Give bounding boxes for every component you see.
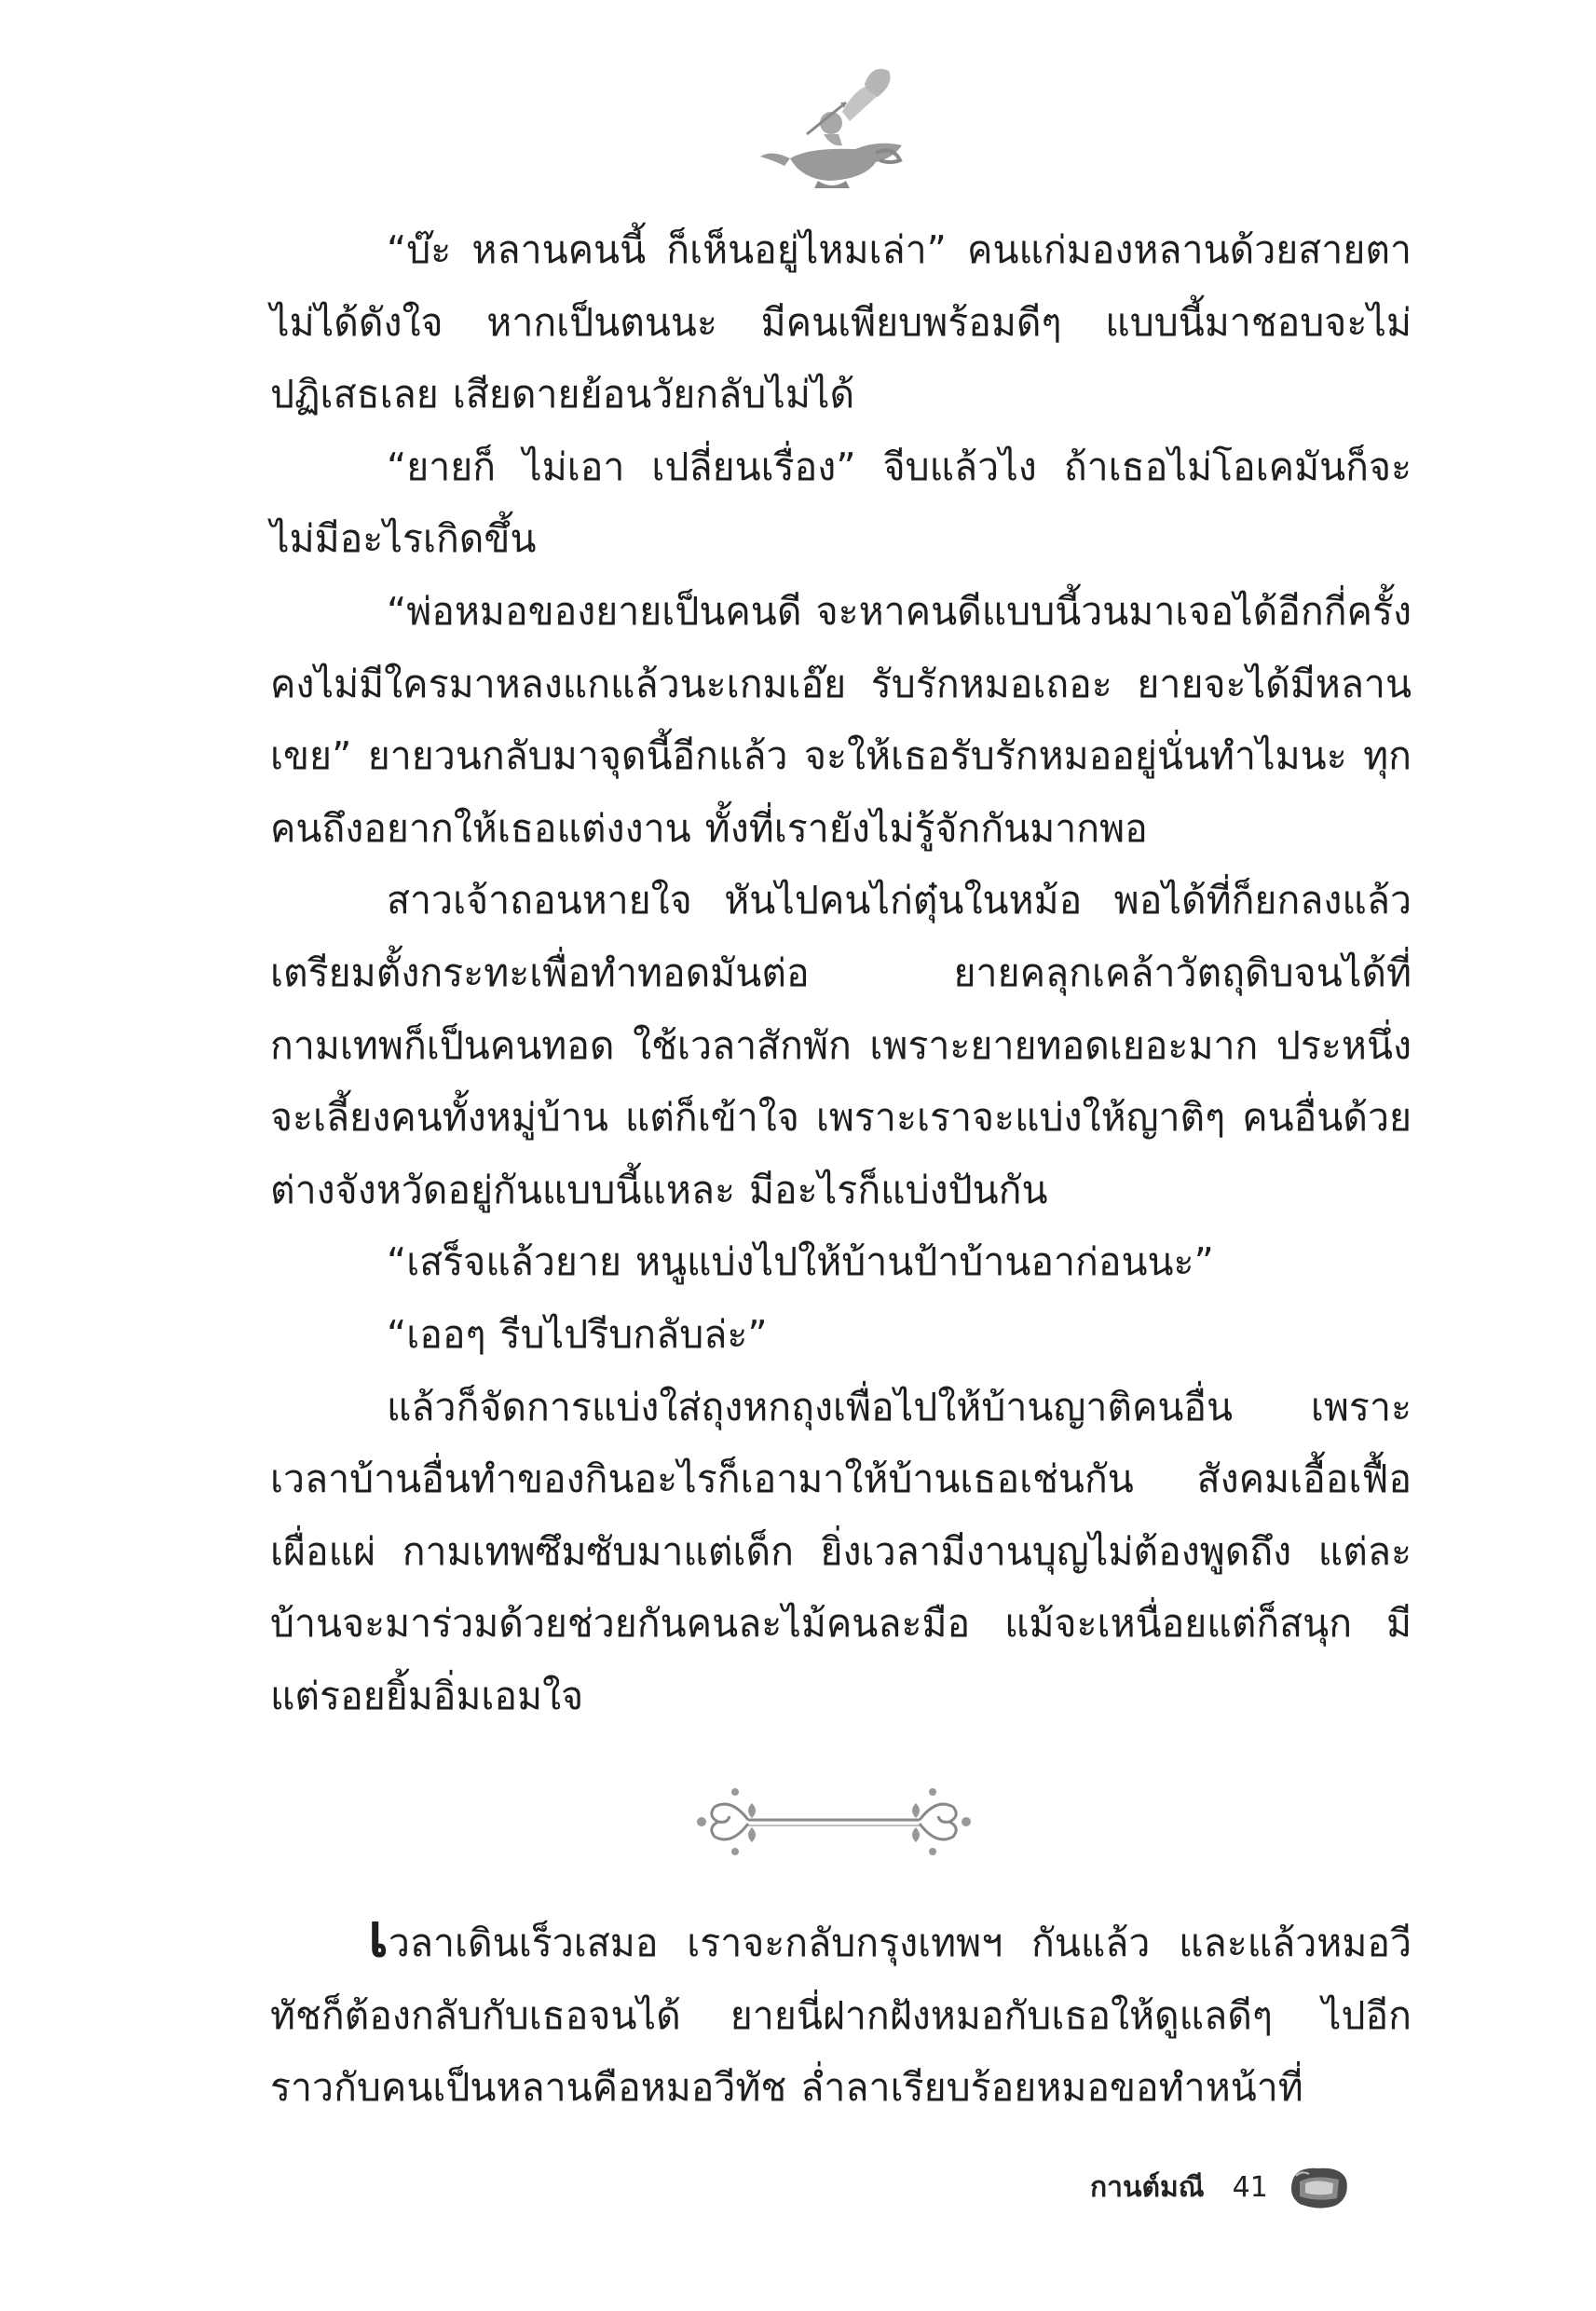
paragraph: สาวเจ้าถอนหายใจ หันไปคนไก่ตุ๋นในหม้อ พอได้ที่ก็ยกลงแล้ว เตรียมตั้งกระทะเพื่อทำทอดมันต่อ ยายคลุกเคล้าวัตถุดิบจนได้ที่ กามเทพก็เป็นคนทอด ใช้เวลาสักพัก เพราะยายทอดเยอะมาก ประหนึ่งจะเลี้ยงคนทั้งหมู่บ้าน แต่ก็เข้าใจ เพราะเราจะแบ่งให้ญาติๆ คนอื่นด้วย ต่างจังหวัดอยู่กันแบบนี้แหละ มีอะไรก็แบ่งปันกัน: [270, 878, 1412, 1212]
book-emblem-icon: [1287, 2163, 1352, 2211]
paragraph: “บ๊ะ หลานคนนี้ ก็เห็นอยู่ไหมเล่า” คนแก่มองหลานด้วยสายตาไม่ได้ดังใจ หากเป็นตนนะ มีคนเพียบพร้อมดีๆ แบบนี้มาชอบจะไม่ปฏิเสธเลย เสียดายย้อนวัยกลับไม่ได้: [270, 227, 1412, 417]
body-text: [270, 214, 1412, 1732]
flourish-divider-icon: [694, 1775, 974, 1865]
paragraph: แล้วก็จัดการแบ่งใส่ถุงหกถุงเพื่อไปให้บ้านญาติคนอื่น เพราะเวลาบ้านอื่นทำของกินอะไรก็เอามาให้บ้านเธอเช่นกัน สังคมเอื้อเฟื้อเผื่อแผ่ กามเทพซึมซับมาแต่เด็ก ยิ่งเวลามีงานบุญไม่ต้องพูดถึง แต่ละบ้านจะมาร่วมด้วยช่วยกันคนละไม้คนละมือ แม้จะเหนื่อยแต่ก็สนุก มีแต่รอยยิ้มอิ่มเอมใจ: [270, 1384, 1412, 1718]
chapter-paragraph: [270, 1902, 1412, 2125]
paragraph: “พ่อหมอของยายเป็นคนดี จะหาคนดีแบบนี้วนมาเจอได้อีกกี่ครั้ง คงไม่มีใครมาหลงแกแล้วนะเกมเอ๊ย รับรักหมอเถอะ ยายจะได้มีหลานเขย” ยายวนกลับมาจุดนี้อีกแล้ว จะให้เธอรับรักหมออยู่นั่นทำไมนะ ทุกคนถึงอยากให้เธอแต่งงาน ทั้งที่เรายังไม่รู้จักกันมากพอ: [270, 588, 1412, 851]
paragraph: “เออๆ รีบไปรีบกลับล่ะ”: [387, 1311, 768, 1357]
drop-cap: เ: [368, 1902, 389, 1971]
page-footer: [1090, 2164, 1352, 2210]
page-number: 41: [1232, 2170, 1268, 2204]
paragraph: “เสร็จแล้วยาย หนูแบ่งไปให้บ้านป้าบ้านอาก่อนนะ”: [387, 1239, 1214, 1285]
chapter-opening: [270, 1902, 1412, 2125]
genie-lamp-cupid-icon: [753, 56, 911, 196]
book-title: กานต์มณี: [1090, 2170, 1205, 2204]
paragraph: “ยายก็ ไม่เอา เปลี่ยนเรื่อง” จีบแล้วไง ถ้าเธอไม่โอเคมันก็จะไม่มีอะไรเกิดขึ้น: [270, 444, 1412, 562]
chapter-paragraph-text: วลาเดินเร็วเสมอ เราจะกลับกรุงเทพฯ กันแล้ว และแล้วหมอวีทัชก็ต้องกลับกับเธอจนได้ ยายนี่ฝากฝังหมอกับเธอให้ดูแลดีๆ ไปอีก ราวกับคนเป็นหลานคือหมอวีทัช ล่ำลาเรียบร้อยหมอขอทำหน้าที่: [270, 1921, 1412, 2111]
